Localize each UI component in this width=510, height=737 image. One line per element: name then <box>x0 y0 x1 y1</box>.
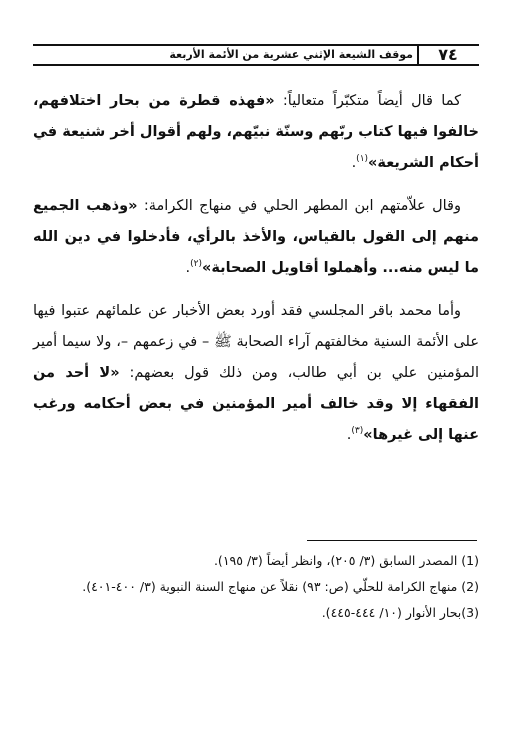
page-header <box>33 44 479 66</box>
paragraph-2 <box>33 191 479 284</box>
header-bottom-rule <box>33 64 479 66</box>
paragraph-1-end: . <box>351 155 357 171</box>
footnote-separator <box>307 540 477 541</box>
paragraph-2-quote: «وذهب الجميع منهم إلى القول بالقياس، والأخذ بالرأي، فأدخلوا في دين الله ما ليس منه... وأهملوا أقاويل الصحابة» <box>33 198 479 276</box>
header-top-rule <box>33 44 479 46</box>
paragraph-2-end: . <box>185 260 191 276</box>
paragraph-3-intro: وأما محمد باقر المجلسي فقد أورد بعض الأخبار عن علمائهم عتبوا فيها على الأئمة السنية مخالفتهم آراء الصحابة ﷺ – في زعمهم –، ولا سيما أمير المؤمنين علي بن أبي طالب، ومن ذلك قول بعضهم: <box>33 303 479 381</box>
page-number: ٧٤ <box>438 45 458 64</box>
paragraph-3-end: . <box>346 427 352 443</box>
footnote-ref-1[interactable]: (١) <box>356 154 369 165</box>
paragraph-2-intro: وقال علاّمتهم ابن المطهر الحلي في منهاج الكرامة: <box>137 198 461 214</box>
footnote-ref-3[interactable]: (٣) <box>351 426 364 437</box>
paragraph-1-quote: «فهذه قطرة من بحار اختلافهم، خالفوا فيها كتاب ربّهم وسنّة نبيّهم، ولهم أقوال أخر شنيعة في أحكام الشريعة» <box>33 93 479 171</box>
paragraph-1-intro: كما قال أيضاً متكبّراً متعالياً: <box>274 93 461 109</box>
paragraph-3-quote: «لا أحد من الفقهاء إلا وقد خالف أمير المؤمنين في بعض أحكامه ورغب عنها إلى غيرها» <box>33 365 479 443</box>
footnotes <box>33 548 479 626</box>
footnote-ref-2[interactable]: (٢) <box>190 259 202 270</box>
paragraph-3 <box>33 296 479 451</box>
running-title: موقف الشيعة الإثني عشرية من الأئمة الأربعة <box>169 48 413 61</box>
header-divider <box>417 44 419 66</box>
footnote-1: (1) المصدر السابق (٣/ ٢٠٥)، وانظر أيضاً (٣/ ١٩٥). <box>213 553 479 568</box>
paragraph-1 <box>33 86 479 179</box>
main-text <box>33 86 479 451</box>
footnote-2: (2) منهاج الكرامة للحلّي (ص: ٩٣) نقلاً عن منهاج السنة النبوية (٣/ ٤٠٠-٤٠١). <box>82 579 479 594</box>
footnote-3: (3)بحار الأنوار (١٠/ ٤٤٤-٤٤٥). <box>321 605 479 620</box>
